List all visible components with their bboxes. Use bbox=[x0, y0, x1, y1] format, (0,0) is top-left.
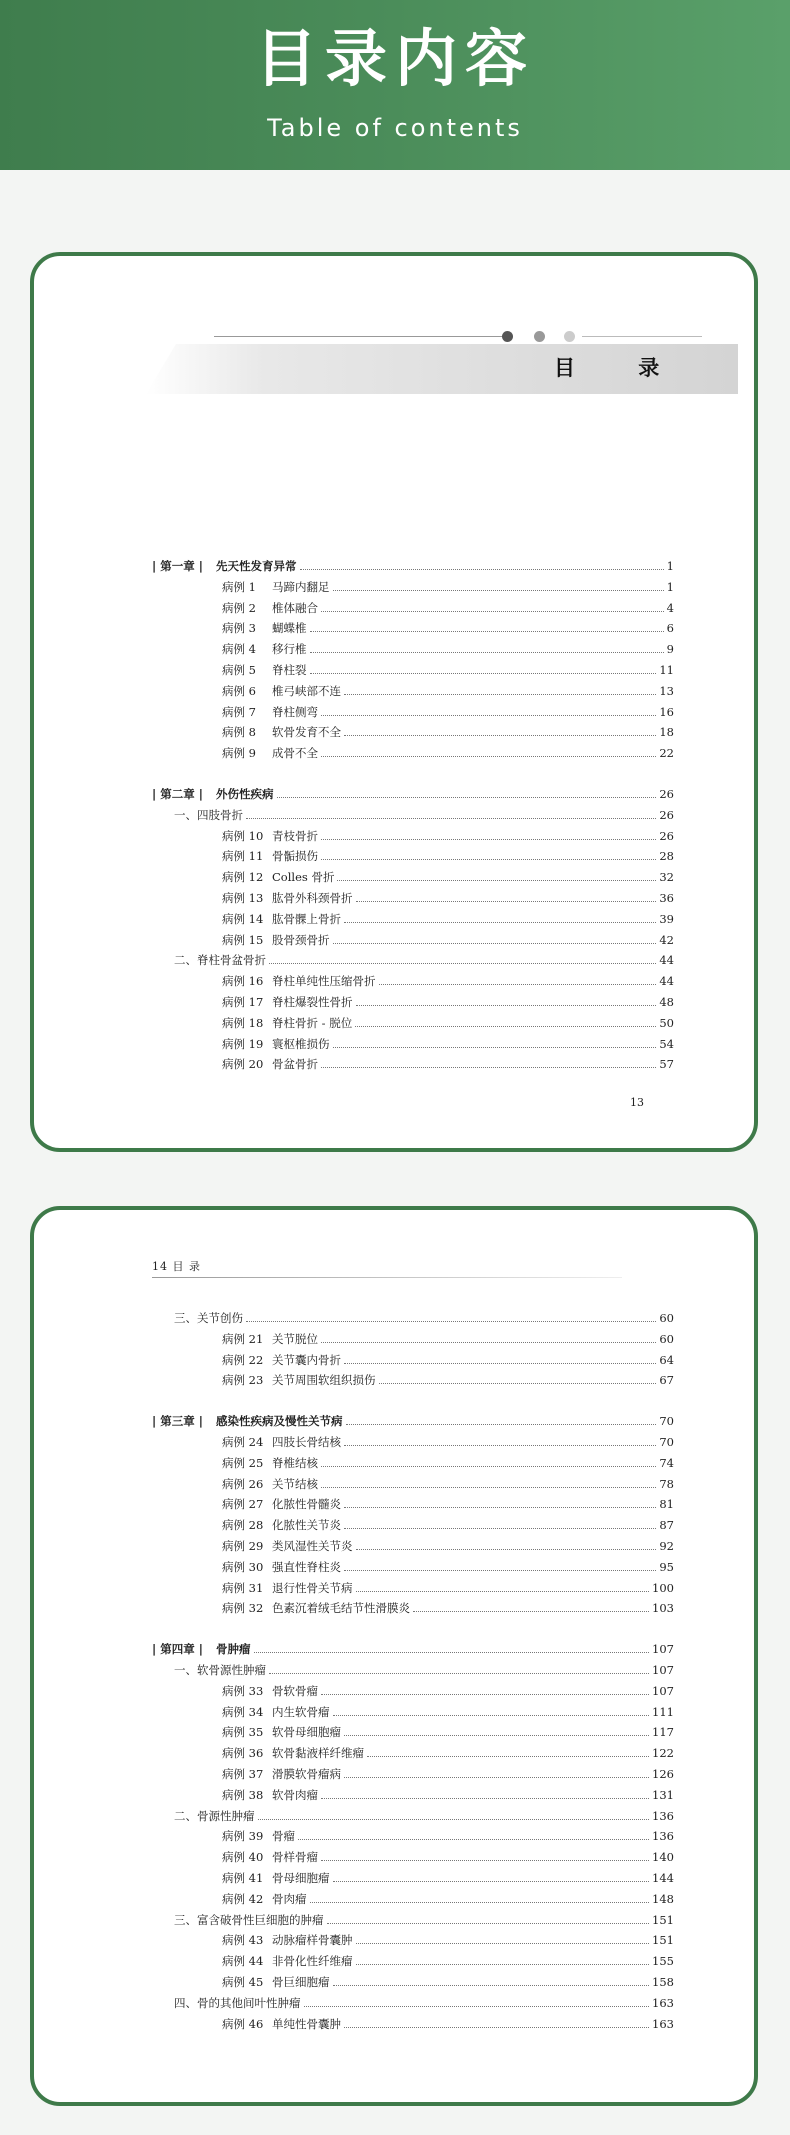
case-number: 病例 10 bbox=[222, 828, 264, 843]
entry-page: 136 bbox=[652, 1829, 674, 1844]
entry-page: 122 bbox=[652, 1746, 674, 1761]
entry-page: 48 bbox=[659, 995, 674, 1009]
dot-leader bbox=[344, 694, 656, 695]
entry-page: 9 bbox=[666, 642, 674, 657]
entry-page: 74 bbox=[659, 1455, 674, 1470]
dot-leader bbox=[346, 1424, 657, 1425]
entry-page: 18 bbox=[659, 725, 674, 740]
dot-leader bbox=[344, 735, 656, 736]
dot-leader bbox=[367, 1756, 649, 1757]
toc-case bbox=[152, 1372, 674, 1389]
case-number: 病例 5 bbox=[222, 663, 256, 677]
entry-page: 60 bbox=[659, 1311, 674, 1325]
entry-title: 先天性发育异常 bbox=[216, 559, 297, 573]
entry-title: 股骨颈骨折 bbox=[272, 932, 330, 947]
dot-leader bbox=[333, 1985, 650, 1986]
entry-page: 103 bbox=[652, 1601, 674, 1616]
entry-page: 26 bbox=[659, 787, 674, 801]
toc-section bbox=[152, 1310, 674, 1327]
toc-chapter bbox=[152, 786, 674, 803]
dot-leader bbox=[298, 1839, 649, 1840]
toc-case bbox=[152, 869, 674, 886]
case-number: 病例 6 bbox=[222, 683, 256, 698]
toc-case bbox=[152, 1932, 674, 1949]
entry-page: 144 bbox=[652, 1871, 674, 1885]
entry-page: 148 bbox=[652, 1891, 674, 1906]
entry-title: 成骨不全 bbox=[272, 746, 318, 761]
entry-title: 关节周围软组织损伤 bbox=[272, 1373, 376, 1388]
case-number: 病例 35 bbox=[222, 1725, 264, 1740]
running-head: 14 目 录 bbox=[152, 1260, 201, 1273]
case-number: 病例 41 bbox=[222, 1871, 264, 1885]
dot-leader bbox=[356, 901, 657, 902]
entry-title: 移行椎 bbox=[272, 642, 307, 657]
banner-title: 目录内容 bbox=[254, 22, 535, 95]
header-rule bbox=[214, 336, 504, 337]
entry-page: 136 bbox=[652, 1808, 674, 1823]
toc-page-13 bbox=[30, 252, 758, 1152]
case-number: 病例 12 bbox=[222, 870, 264, 885]
entry-page: 36 bbox=[659, 891, 674, 905]
dot-leader bbox=[356, 1964, 650, 1965]
case-number: 病例 42 bbox=[222, 1891, 264, 1906]
toc-chapter bbox=[152, 558, 674, 575]
dot-leader bbox=[254, 1652, 650, 1653]
toc-case bbox=[152, 1015, 674, 1032]
case-number: 病例 45 bbox=[222, 1975, 264, 1989]
entry-page: 26 bbox=[659, 828, 674, 843]
toc-case bbox=[152, 828, 674, 845]
case-number: 病例 22 bbox=[222, 1352, 264, 1367]
dot-leader bbox=[344, 1777, 649, 1778]
dot-leader bbox=[246, 1321, 656, 1322]
entry-title: 动脉瘤样骨囊肿 bbox=[272, 1933, 353, 1948]
entry-title: 骨瘤 bbox=[272, 1829, 295, 1844]
case-number: 病例 9 bbox=[222, 746, 256, 761]
case-number: 病例 46 bbox=[222, 2016, 264, 2031]
page-number: 13 bbox=[630, 1096, 644, 1109]
chapter-number: | 第二章 | bbox=[152, 787, 203, 801]
entry-page: 60 bbox=[659, 1331, 674, 1346]
entry-page: 117 bbox=[652, 1725, 674, 1740]
entry-page: 151 bbox=[652, 1933, 674, 1948]
entry-page: 70 bbox=[659, 1435, 674, 1449]
entry-title: 脊柱裂 bbox=[272, 663, 307, 677]
toc-case bbox=[152, 641, 674, 658]
header-rule bbox=[582, 336, 702, 337]
toc-case bbox=[152, 1496, 674, 1513]
entry-title: 脊柱单纯性压缩骨折 bbox=[272, 974, 376, 989]
toc-case bbox=[152, 1704, 674, 1721]
entry-title: Colles 骨折 bbox=[272, 870, 335, 885]
entry-page: 1 bbox=[666, 559, 674, 573]
case-number: 病例 4 bbox=[222, 642, 256, 657]
toc-case bbox=[152, 1559, 674, 1576]
toc-case bbox=[152, 932, 674, 949]
entry-page: 95 bbox=[659, 1559, 674, 1574]
toc-case bbox=[152, 1517, 674, 1534]
case-number: 病例 18 bbox=[222, 1015, 264, 1030]
toc-case bbox=[152, 600, 674, 617]
entry-page: 163 bbox=[652, 2016, 674, 2031]
toc-case bbox=[152, 1974, 674, 1991]
case-number: 病例 14 bbox=[222, 911, 264, 926]
case-number: 病例 20 bbox=[222, 1057, 264, 1072]
dot-leader bbox=[321, 859, 656, 860]
toc-case bbox=[152, 1476, 674, 1493]
toc-case bbox=[152, 911, 674, 928]
case-number: 病例 38 bbox=[222, 1787, 264, 1802]
dot-leader bbox=[333, 943, 657, 944]
entry-title: 软骨黏液样纤维瘤 bbox=[272, 1746, 364, 1761]
entry-page: 67 bbox=[659, 1373, 674, 1388]
entry-page: 28 bbox=[659, 849, 674, 864]
entry-title: 单纯性骨囊肿 bbox=[272, 2016, 341, 2031]
toc-case bbox=[152, 683, 674, 700]
toc-list bbox=[152, 558, 674, 1072]
case-number: 病例 1 bbox=[222, 579, 256, 594]
header-banner bbox=[0, 0, 790, 170]
toc-chapter bbox=[152, 1413, 674, 1430]
dot-leader bbox=[344, 2027, 649, 2028]
case-number: 病例 28 bbox=[222, 1518, 264, 1533]
case-number: 病例 8 bbox=[222, 725, 256, 740]
dot-leader bbox=[344, 1735, 649, 1736]
entry-title: 骨母细胞瘤 bbox=[272, 1871, 330, 1885]
entry-title: 非骨化性纤维瘤 bbox=[272, 1954, 353, 1969]
toc-case bbox=[152, 1434, 674, 1451]
entry-title: 退行性骨关节病 bbox=[272, 1580, 353, 1595]
dot-leader bbox=[310, 652, 664, 653]
entry-page: 151 bbox=[652, 1912, 674, 1927]
entry-title: 骨肿瘤 bbox=[216, 1642, 251, 1657]
dot-leader bbox=[379, 984, 657, 985]
entry-page: 16 bbox=[659, 704, 674, 719]
case-number: 病例 13 bbox=[222, 891, 264, 905]
dot-leader bbox=[327, 1923, 650, 1924]
toc-case bbox=[152, 620, 674, 637]
entry-title: 青枝骨折 bbox=[272, 828, 318, 843]
dot-leader bbox=[321, 1694, 649, 1695]
dot-leader bbox=[277, 797, 657, 798]
toc-section bbox=[152, 1995, 674, 2012]
entry-title: 椎体融合 bbox=[272, 600, 318, 615]
toc-case bbox=[152, 1891, 674, 1908]
toc-case bbox=[152, 1331, 674, 1348]
case-number: 病例 24 bbox=[222, 1435, 264, 1449]
toc-case bbox=[152, 1036, 674, 1053]
entry-page: 13 bbox=[659, 683, 674, 698]
entry-title: 三、关节创伤 bbox=[174, 1311, 243, 1325]
toc-case bbox=[152, 1538, 674, 1555]
entry-page: 50 bbox=[659, 1015, 674, 1030]
entry-title: 内生软骨瘤 bbox=[272, 1704, 330, 1719]
dot-leader bbox=[333, 590, 664, 591]
toc-case bbox=[152, 848, 674, 865]
dot-leader bbox=[246, 818, 656, 819]
toc-case bbox=[152, 1600, 674, 1617]
dot-leader bbox=[300, 569, 664, 570]
dot-leader bbox=[344, 1363, 656, 1364]
entry-title: 感染性疾病及慢性关节病 bbox=[216, 1414, 343, 1429]
case-number: 病例 40 bbox=[222, 1850, 264, 1865]
toc-list bbox=[152, 1310, 674, 2090]
entry-page: 26 bbox=[659, 807, 674, 822]
case-number: 病例 27 bbox=[222, 1497, 264, 1512]
dot-leader bbox=[344, 1570, 656, 1571]
toc-case bbox=[152, 1953, 674, 1970]
dot-leader bbox=[269, 963, 656, 964]
entry-page: 4 bbox=[666, 600, 674, 615]
entry-title: 马蹄内翻足 bbox=[272, 579, 330, 594]
chapter-number: | 第一章 | bbox=[152, 559, 203, 573]
toc-case bbox=[152, 1870, 674, 1887]
entry-title: 一、软骨源性肿瘤 bbox=[174, 1663, 266, 1677]
case-number: 病例 32 bbox=[222, 1601, 264, 1616]
entry-title: 骨骺损伤 bbox=[272, 849, 318, 864]
page-heading: 目 录 bbox=[554, 355, 688, 380]
toc-section bbox=[152, 1662, 674, 1679]
case-number: 病例 2 bbox=[222, 600, 256, 615]
case-number: 病例 16 bbox=[222, 974, 264, 989]
dot-leader bbox=[321, 756, 656, 757]
entry-title: 骨样骨瘤 bbox=[272, 1850, 318, 1865]
case-number: 病例 34 bbox=[222, 1704, 264, 1719]
toc-case bbox=[152, 1766, 674, 1783]
dot-leader bbox=[310, 673, 657, 674]
toc-case bbox=[152, 1745, 674, 1762]
entry-title: 化脓性关节炎 bbox=[272, 1518, 341, 1533]
entry-page: 158 bbox=[652, 1975, 674, 1989]
dot-leader bbox=[321, 715, 656, 716]
case-number: 病例 43 bbox=[222, 1933, 264, 1948]
dot-leader bbox=[355, 1026, 656, 1027]
entry-page: 22 bbox=[659, 746, 674, 761]
entry-page: 107 bbox=[652, 1683, 674, 1698]
case-number: 病例 33 bbox=[222, 1683, 264, 1698]
entry-title: 关节囊内骨折 bbox=[272, 1352, 341, 1367]
entry-title: 脊柱侧弯 bbox=[272, 704, 318, 719]
dot-leader bbox=[333, 1881, 650, 1882]
toc-case bbox=[152, 745, 674, 762]
entry-title: 关节结核 bbox=[272, 1476, 318, 1491]
toc-case bbox=[152, 1724, 674, 1741]
dot-leader bbox=[379, 1383, 657, 1384]
dot-icon bbox=[534, 331, 545, 342]
dot-icon bbox=[564, 331, 575, 342]
toc-case bbox=[152, 1787, 674, 1804]
entry-title: 关节脱位 bbox=[272, 1331, 318, 1346]
entry-title: 色素沉着绒毛结节性滑膜炎 bbox=[272, 1601, 410, 1616]
entry-title: 化脓性骨髓炎 bbox=[272, 1497, 341, 1512]
entry-page: 107 bbox=[652, 1663, 674, 1677]
case-number: 病例 3 bbox=[222, 621, 256, 636]
dot-leader bbox=[258, 1819, 650, 1820]
entry-page: 44 bbox=[659, 953, 674, 968]
case-number: 病例 37 bbox=[222, 1767, 264, 1781]
entry-title: 软骨肉瘤 bbox=[272, 1787, 318, 1802]
toc-case bbox=[152, 1683, 674, 1700]
entry-title: 脊椎结核 bbox=[272, 1455, 318, 1470]
entry-title: 滑膜软骨瘤病 bbox=[272, 1767, 341, 1781]
dot-leader bbox=[333, 1047, 657, 1048]
entry-page: 107 bbox=[652, 1642, 674, 1657]
entry-page: 140 bbox=[652, 1850, 674, 1865]
dot-leader bbox=[337, 880, 656, 881]
toc-section bbox=[152, 1808, 674, 1825]
case-number: 病例 23 bbox=[222, 1373, 264, 1388]
case-number: 病例 30 bbox=[222, 1559, 264, 1574]
entry-title: 四肢长骨结核 bbox=[272, 1435, 341, 1449]
case-number: 病例 11 bbox=[222, 849, 264, 864]
dot-leader bbox=[344, 1507, 656, 1508]
case-number: 病例 39 bbox=[222, 1829, 264, 1844]
toc-case bbox=[152, 1455, 674, 1472]
toc-section bbox=[152, 1912, 674, 1929]
toc-case bbox=[152, 1849, 674, 1866]
entry-title: 三、富含破骨性巨细胞的肿瘤 bbox=[174, 1912, 324, 1927]
entry-page: 42 bbox=[659, 932, 674, 947]
toc-case bbox=[152, 704, 674, 721]
entry-page: 11 bbox=[659, 663, 674, 677]
dot-leader bbox=[356, 1943, 650, 1944]
dot-leader bbox=[344, 922, 656, 923]
case-number: 病例 7 bbox=[222, 704, 256, 719]
dot-leader bbox=[321, 1860, 649, 1861]
dot-leader bbox=[321, 611, 664, 612]
entry-title: 肱骨外科颈骨折 bbox=[272, 891, 353, 905]
entry-title: 软骨母细胞瘤 bbox=[272, 1725, 341, 1740]
case-number: 病例 19 bbox=[222, 1036, 264, 1051]
entry-page: 6 bbox=[666, 621, 674, 636]
entry-title: 二、脊柱骨盆骨折 bbox=[174, 953, 266, 968]
entry-page: 70 bbox=[659, 1414, 674, 1429]
toc-case bbox=[152, 1828, 674, 1845]
toc-case bbox=[152, 579, 674, 596]
entry-title: 外伤性疾病 bbox=[216, 787, 274, 801]
toc-case bbox=[152, 1056, 674, 1073]
entry-page: 57 bbox=[659, 1057, 674, 1072]
entry-page: 131 bbox=[652, 1787, 674, 1802]
dot-leader bbox=[321, 1466, 656, 1467]
entry-title: 骨软骨瘤 bbox=[272, 1683, 318, 1698]
case-number: 病例 25 bbox=[222, 1455, 264, 1470]
entry-title: 椎弓峡部不连 bbox=[272, 683, 341, 698]
dot-leader bbox=[321, 839, 656, 840]
entry-page: 78 bbox=[659, 1476, 674, 1491]
dot-leader bbox=[356, 1549, 657, 1550]
entry-page: 44 bbox=[659, 974, 674, 989]
entry-title: 蝴蝶椎 bbox=[272, 621, 307, 636]
entry-page: 54 bbox=[659, 1036, 674, 1051]
header-rule bbox=[152, 1277, 622, 1278]
entry-title: 软骨发育不全 bbox=[272, 725, 341, 740]
toc-case bbox=[152, 890, 674, 907]
entry-page: 64 bbox=[659, 1352, 674, 1367]
toc-section bbox=[152, 952, 674, 969]
toc-case bbox=[152, 724, 674, 741]
entry-page: 163 bbox=[652, 1995, 674, 2010]
chapter-number: | 第四章 | bbox=[152, 1642, 203, 1657]
case-number: 病例 29 bbox=[222, 1539, 264, 1553]
entry-page: 39 bbox=[659, 911, 674, 926]
case-number: 病例 17 bbox=[222, 995, 264, 1009]
toc-case bbox=[152, 2016, 674, 2033]
entry-page: 100 bbox=[652, 1580, 674, 1595]
toc-page-14 bbox=[30, 1206, 758, 2106]
dot-leader bbox=[269, 1673, 649, 1674]
dot-leader bbox=[310, 631, 664, 632]
entry-title: 骨肉瘤 bbox=[272, 1891, 307, 1906]
dot-leader bbox=[333, 1715, 650, 1716]
entry-page: 92 bbox=[659, 1539, 674, 1553]
dot-leader bbox=[344, 1445, 656, 1446]
entry-title: 肱骨髁上骨折 bbox=[272, 911, 341, 926]
entry-page: 1 bbox=[666, 579, 674, 594]
case-number: 病例 26 bbox=[222, 1476, 264, 1491]
toc-case bbox=[152, 1580, 674, 1597]
dot-leader bbox=[321, 1798, 649, 1799]
entry-title: 类风湿性关节炎 bbox=[272, 1539, 353, 1553]
toc-section bbox=[152, 807, 674, 824]
entry-title: 骨巨细胞瘤 bbox=[272, 1975, 330, 1989]
entry-title: 二、骨源性肿瘤 bbox=[174, 1808, 255, 1823]
chapter-number: | 第三章 | bbox=[152, 1414, 203, 1429]
entry-page: 87 bbox=[659, 1518, 674, 1533]
entry-page: 81 bbox=[659, 1497, 674, 1512]
entry-title: 脊柱爆裂性骨折 bbox=[272, 995, 353, 1009]
dot-leader bbox=[356, 1591, 650, 1592]
dot-leader bbox=[310, 1902, 650, 1903]
case-number: 病例 31 bbox=[222, 1580, 264, 1595]
dot-leader bbox=[321, 1067, 656, 1068]
entry-title: 寰枢椎损伤 bbox=[272, 1036, 330, 1051]
case-number: 病例 15 bbox=[222, 932, 264, 947]
toc-case bbox=[152, 994, 674, 1011]
entry-page: 111 bbox=[652, 1704, 674, 1719]
entry-page: 126 bbox=[652, 1767, 674, 1781]
toc-case bbox=[152, 662, 674, 679]
dot-leader bbox=[304, 2006, 650, 2007]
entry-page: 32 bbox=[659, 870, 674, 885]
entry-title: 强直性脊柱炎 bbox=[272, 1559, 341, 1574]
dot-leader bbox=[344, 1528, 656, 1529]
toc-case bbox=[152, 1352, 674, 1369]
dot-leader bbox=[321, 1487, 656, 1488]
dot-leader bbox=[321, 1342, 656, 1343]
entry-title: 四、骨的其他间叶性肿瘤 bbox=[174, 1995, 301, 2010]
case-number: 病例 44 bbox=[222, 1954, 264, 1969]
dot-icon bbox=[502, 331, 513, 342]
case-number: 病例 21 bbox=[222, 1331, 264, 1346]
dot-leader bbox=[356, 1005, 657, 1006]
toc-case bbox=[152, 973, 674, 990]
entry-title: 一、四肢骨折 bbox=[174, 807, 243, 822]
toc-chapter bbox=[152, 1641, 674, 1658]
entry-page: 155 bbox=[652, 1954, 674, 1969]
entry-title: 脊柱骨折 - 脱位 bbox=[272, 1015, 353, 1030]
entry-title: 骨盆骨折 bbox=[272, 1057, 318, 1072]
banner-subtitle: Table of contents bbox=[267, 114, 523, 142]
dot-leader bbox=[413, 1611, 649, 1612]
case-number: 病例 36 bbox=[222, 1746, 264, 1761]
